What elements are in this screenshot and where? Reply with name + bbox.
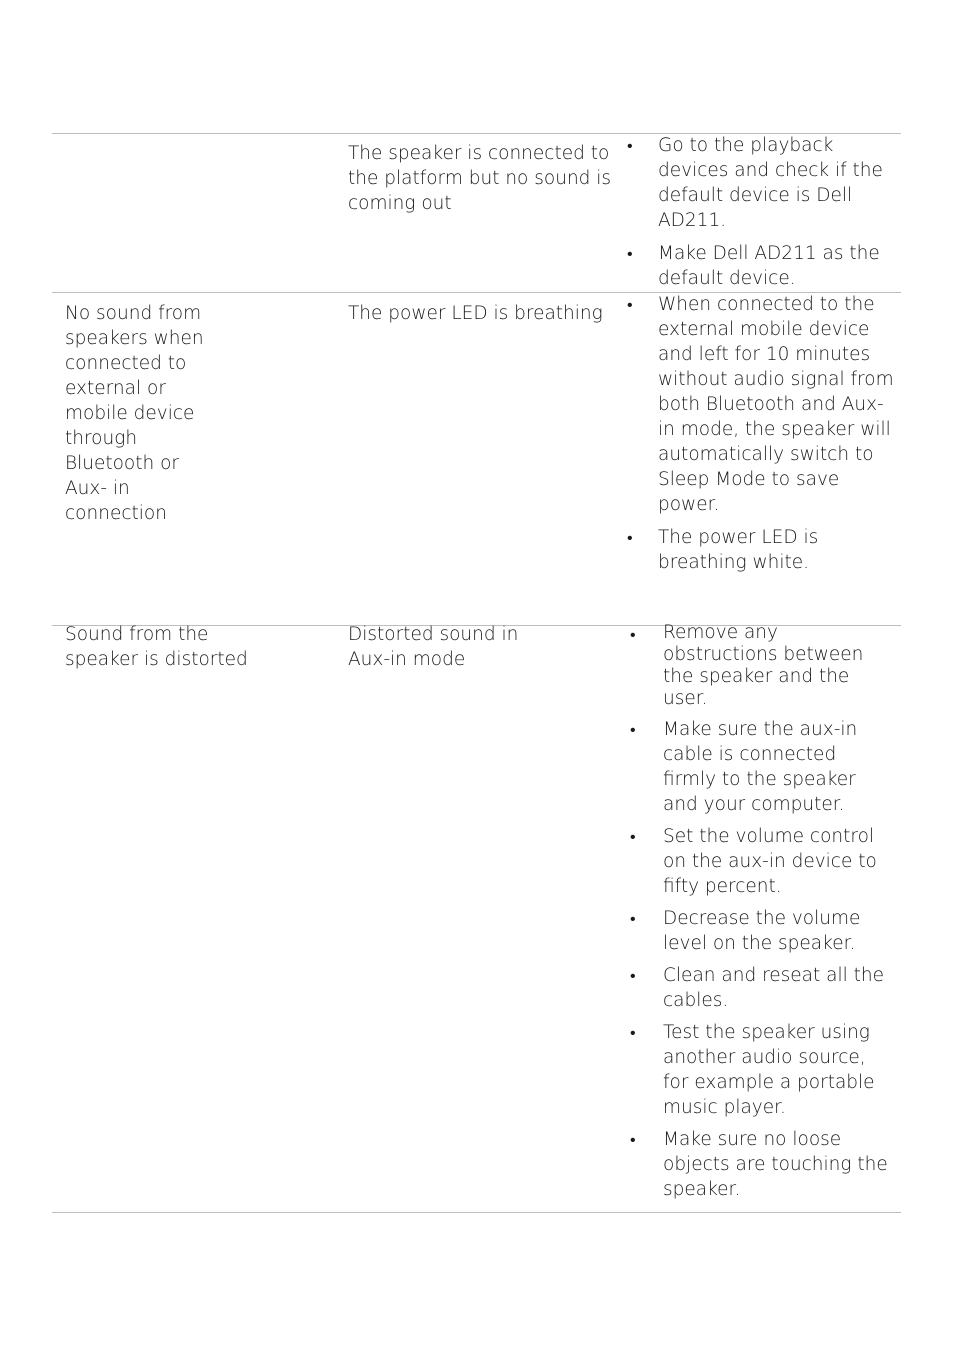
solution-item	[624, 292, 894, 517]
bullet-icon: •	[627, 244, 633, 263]
solution-item	[624, 241, 894, 291]
bullet-icon: •	[630, 966, 636, 985]
solution-text: Decrease the volume level on the speaker.	[663, 908, 861, 954]
problem-cell: No sound from speakers when connected to external or mobile device through Bluetooth or Aux- in connection	[65, 303, 204, 524]
cause-cell: The power LED is breathing	[348, 303, 603, 324]
solution-text: Set the volume control on the aux-in device to fifty percent.	[663, 826, 877, 897]
bullet-icon: •	[630, 720, 636, 739]
solution-item	[624, 906, 894, 956]
bullet-icon: •	[630, 1023, 636, 1042]
solution-text: Clean and reseat all the cables.	[663, 965, 884, 1011]
solution-text: The power LED is breathing white.	[658, 527, 819, 573]
solution-list	[624, 292, 894, 583]
solution-list	[624, 622, 894, 1209]
cause-cell: Distorted sound in Aux-in mode	[348, 624, 519, 670]
solution-item	[624, 824, 894, 899]
solution-text: Make Dell AD211 as the default device.	[658, 243, 880, 289]
solution-item	[624, 622, 894, 710]
solution-item	[624, 1020, 894, 1120]
solution-text: Test the speaker using another audio source, for example a portable music player.	[663, 1022, 875, 1118]
solution-item	[624, 133, 894, 233]
bullet-icon: •	[630, 909, 636, 928]
solution-item	[624, 717, 894, 817]
bullet-icon: •	[630, 827, 636, 846]
solution-item	[624, 525, 894, 575]
bullet-icon: •	[630, 1130, 636, 1149]
bullet-icon: •	[630, 625, 636, 644]
solution-item	[624, 963, 894, 1013]
solution-text: Make sure no loose objects are touching the speaker.	[663, 1129, 888, 1200]
cause-cell: The speaker is connected to the platform but no sound is coming out	[348, 143, 612, 214]
solution-list	[624, 133, 894, 299]
solution-text: Remove any obstructions between the speaker and the user.	[663, 622, 864, 709]
solution-item	[624, 1127, 894, 1202]
solution-text: Go to the playback devices and check if the default device is Dell AD211.	[658, 135, 883, 231]
bullet-icon: •	[627, 295, 633, 314]
problem-cell: Sound from the speaker is distorted	[65, 624, 248, 670]
solution-text: Make sure the aux-in cable is connected firmly to the speaker and your computer.	[663, 719, 858, 815]
bullet-icon: •	[627, 528, 633, 547]
row-divider	[52, 1212, 901, 1213]
bullet-icon: •	[627, 136, 633, 155]
solution-text: When connected to the external mobile device and left for 10 minutes without audio signal from both Bluetooth and Aux-in mode, the speaker will automatically switch to Sleep Mode to save power.	[658, 294, 894, 515]
